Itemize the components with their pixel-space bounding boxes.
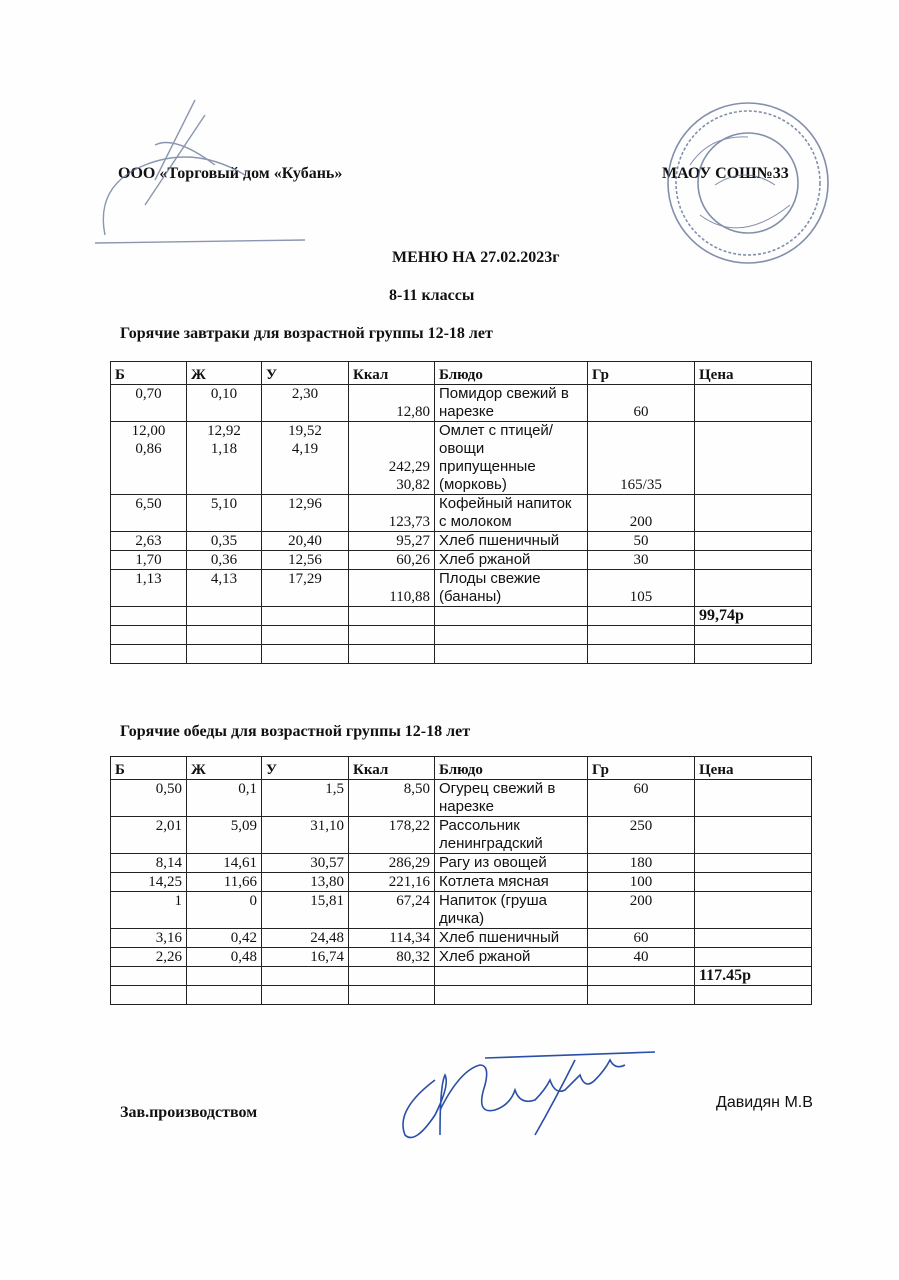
cell-b: 2,26 — [111, 948, 187, 967]
cell-u: 1,5 — [262, 780, 349, 817]
cell-u: 24,48 — [262, 929, 349, 948]
cell-b: 3,16 — [111, 929, 187, 948]
cell-price — [695, 551, 812, 570]
cell-b: 1 — [111, 892, 187, 929]
cell-zh: 0,35 — [187, 532, 262, 551]
col-header-gr: Гр — [588, 757, 695, 780]
table-row — [111, 854, 812, 873]
table-row — [111, 873, 812, 892]
supplier-name: ООО «Торговый дом «Кубань» — [118, 165, 343, 182]
cell-u: 31,10 — [262, 817, 349, 854]
cell-gr: 180 — [588, 854, 695, 873]
cell-dish: Хлеб пшеничный — [435, 929, 588, 948]
cell-kcal: 80,32 — [349, 948, 435, 967]
col-header-b: Б — [111, 757, 187, 780]
cell-b: 12,00 0,86 — [111, 422, 187, 495]
cell-kcal: 114,34 — [349, 929, 435, 948]
cell-kcal: 286,29 — [349, 854, 435, 873]
cell-u: 13,80 — [262, 873, 349, 892]
cell-u: 17,29 — [262, 570, 349, 607]
cell-gr: 200 — [588, 495, 695, 532]
menu-title: МЕНЮ НА 27.02.2023г — [392, 249, 560, 266]
col-header-dish: Блюдо — [435, 757, 588, 780]
cell-b: 2,01 — [111, 817, 187, 854]
breakfast-title: Горячие завтраки для возрастной группы 12-18 лет — [120, 325, 493, 342]
cell-kcal: 123,73 — [349, 495, 435, 532]
cell-gr: 105 — [588, 570, 695, 607]
cell-dish: Помидор свежий в нарезке — [435, 385, 588, 422]
cell-u: 12,56 — [262, 551, 349, 570]
cell-zh: 4,13 — [187, 570, 262, 607]
cell-kcal: 67,24 — [349, 892, 435, 929]
cell-dish: Омлет с птицей/овощи припущенные (морковь) — [435, 422, 588, 495]
cell-gr: 60 — [588, 929, 695, 948]
table-header-row — [111, 362, 812, 385]
cell-dish: Кофейный напиток с молоком — [435, 495, 588, 532]
cell-kcal: 60,26 — [349, 551, 435, 570]
cell-zh: 12,92 1,18 — [187, 422, 262, 495]
lunch-table — [110, 756, 812, 1005]
col-header-zh: Ж — [187, 362, 262, 385]
cell-zh: 0,48 — [187, 948, 262, 967]
cell-kcal: 12,80 — [349, 385, 435, 422]
cell-b: 6,50 — [111, 495, 187, 532]
cell-price — [695, 854, 812, 873]
cell-zh: 11,66 — [187, 873, 262, 892]
cell-dish: Рассольник ленинградский — [435, 817, 588, 854]
cell-u: 2,30 — [262, 385, 349, 422]
cell-dish: Хлеб ржаной — [435, 948, 588, 967]
cell-kcal: 221,16 — [349, 873, 435, 892]
total-row — [111, 967, 812, 986]
manager-signature — [395, 1050, 665, 1150]
cell-u: 19,52 4,19 — [262, 422, 349, 495]
manager-name: Давидян М.В — [716, 1094, 813, 1111]
table-row — [111, 422, 812, 495]
table-row — [111, 532, 812, 551]
school-name: МАОУ СОШ№33 — [662, 165, 789, 182]
col-header-kcal: Ккал — [349, 362, 435, 385]
cell-gr: 250 — [588, 817, 695, 854]
table-row — [111, 892, 812, 929]
cell-price — [695, 929, 812, 948]
cell-b: 2,63 — [111, 532, 187, 551]
cell-zh: 0,1 — [187, 780, 262, 817]
cell-price — [695, 495, 812, 532]
cell-price — [695, 817, 812, 854]
cell-price — [695, 948, 812, 967]
cell-b: 14,25 — [111, 873, 187, 892]
empty-row — [111, 986, 812, 1005]
school-stamp — [660, 95, 835, 270]
empty-row — [111, 645, 812, 664]
cell-u: 15,81 — [262, 892, 349, 929]
empty-row — [111, 626, 812, 645]
breakfast-table — [110, 361, 812, 664]
table-row — [111, 948, 812, 967]
cell-dish: Плоды свежие (бананы) — [435, 570, 588, 607]
lunch-title: Горячие обеды для возрастной группы 12-18 лет — [120, 723, 471, 740]
cell-dish: Хлеб пшеничный — [435, 532, 588, 551]
breakfast-total-price: 99,74р — [695, 607, 812, 626]
table-row — [111, 551, 812, 570]
col-header-kcal: Ккал — [349, 757, 435, 780]
col-header-dish: Блюдо — [435, 362, 588, 385]
cell-b: 8,14 — [111, 854, 187, 873]
supplier-signature — [85, 85, 315, 255]
cell-price — [695, 873, 812, 892]
cell-dish: Хлеб ржаной — [435, 551, 588, 570]
cell-kcal: 8,50 — [349, 780, 435, 817]
col-header-gr: Гр — [588, 362, 695, 385]
cell-price — [695, 570, 812, 607]
table-row — [111, 817, 812, 854]
cell-price — [695, 892, 812, 929]
cell-gr: 40 — [588, 948, 695, 967]
table-row — [111, 385, 812, 422]
cell-gr: 60 — [588, 780, 695, 817]
cell-b: 0,70 — [111, 385, 187, 422]
cell-u: 16,74 — [262, 948, 349, 967]
cell-gr: 165/35 — [588, 422, 695, 495]
cell-b: 1,13 — [111, 570, 187, 607]
cell-kcal: 110,88 — [349, 570, 435, 607]
col-header-zh: Ж — [187, 757, 262, 780]
cell-zh: 0,42 — [187, 929, 262, 948]
cell-u: 30,57 — [262, 854, 349, 873]
cell-price — [695, 385, 812, 422]
cell-zh: 0 — [187, 892, 262, 929]
col-header-price: Цена — [695, 757, 812, 780]
table-header-row — [111, 757, 812, 780]
total-row — [111, 607, 812, 626]
cell-u: 20,40 — [262, 532, 349, 551]
col-header-b: Б — [111, 362, 187, 385]
cell-price — [695, 422, 812, 495]
cell-price — [695, 532, 812, 551]
cell-kcal: 242,29 30,82 — [349, 422, 435, 495]
table-row — [111, 570, 812, 607]
table-row — [111, 495, 812, 532]
cell-price — [695, 780, 812, 817]
cell-dish: Напиток (груша дичка) — [435, 892, 588, 929]
cell-kcal: 178,22 — [349, 817, 435, 854]
col-header-u: У — [262, 757, 349, 780]
cell-dish: Рагу из овощей — [435, 854, 588, 873]
cell-gr: 200 — [588, 892, 695, 929]
cell-dish: Котлета мясная — [435, 873, 588, 892]
table-row — [111, 929, 812, 948]
col-header-price: Цена — [695, 362, 812, 385]
cell-b: 0,50 — [111, 780, 187, 817]
cell-zh: 5,10 — [187, 495, 262, 532]
cell-b: 1,70 — [111, 551, 187, 570]
cell-gr: 30 — [588, 551, 695, 570]
col-header-u: У — [262, 362, 349, 385]
classes-label: 8-11 классы — [389, 287, 475, 304]
lunch-total-price: 117.45р — [695, 967, 812, 986]
cell-zh: 0,36 — [187, 551, 262, 570]
table-row — [111, 780, 812, 817]
position-label: Зав.производством — [120, 1104, 258, 1121]
cell-zh: 14,61 — [187, 854, 262, 873]
cell-u: 12,96 — [262, 495, 349, 532]
cell-gr: 60 — [588, 385, 695, 422]
cell-gr: 100 — [588, 873, 695, 892]
cell-dish: Огурец свежий в нарезке — [435, 780, 588, 817]
cell-zh: 5,09 — [187, 817, 262, 854]
cell-gr: 50 — [588, 532, 695, 551]
cell-kcal: 95,27 — [349, 532, 435, 551]
cell-zh: 0,10 — [187, 385, 262, 422]
